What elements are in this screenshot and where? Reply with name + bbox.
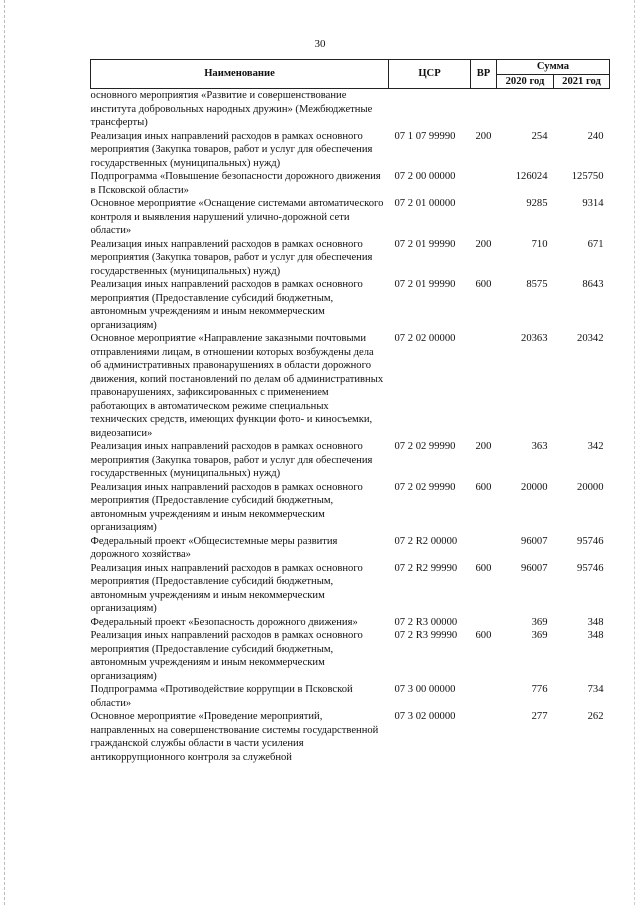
row-vr (471, 332, 497, 440)
table-row (91, 710, 610, 764)
row-sum-2020 (497, 89, 554, 130)
row-csr: 07 2 00 00000 (394, 171, 456, 182)
row-vr: 200 (475, 130, 492, 142)
header-name: Наименование (91, 60, 389, 89)
header-sum: Сумма (497, 60, 610, 75)
table-row (91, 197, 610, 238)
row-csr: 07 2 R3 00000 (394, 616, 458, 628)
row-vr (471, 170, 497, 197)
row-sum-2021: 95746 (577, 535, 604, 547)
row-name: Реализация иных направлений расходов в рамках основного мероприятия (Закупка товаров, работ и услуг для обеспечения государственных (муниципальных) нужд) (90, 441, 373, 479)
row-vr: 200 (475, 238, 492, 250)
row-name: Подпрограмма «Противодействие коррупции в Псковской области» (90, 684, 353, 709)
row-vr: 600 (475, 279, 492, 290)
row-csr: 07 2 R2 99990 (394, 562, 458, 574)
table-row (91, 332, 610, 440)
row-vr (471, 683, 497, 710)
row-sum-2020: 277 (531, 711, 548, 722)
row-name: Федеральный проект «Безопасность дорожного движения» (90, 616, 358, 628)
row-sum-2021: 95746 (577, 562, 604, 574)
row-name: Реализация иных направлений расходов в рамках основного мероприятия (Предоставление субсидий бюджетным, автономным учреждениям и иным некоммерческим организациям) (90, 481, 363, 533)
row-sum-2021: 9314 (582, 198, 604, 209)
header-vr: ВР (471, 60, 497, 89)
row-sum-2021: 348 (587, 630, 604, 641)
row-name: Подпрограмма «Повышение безопасности дорожного движения в Псковской области» (90, 171, 381, 196)
row-vr (471, 710, 497, 764)
row-name: Федеральный проект «Общесистемные меры развития дорожного хозяйства» (90, 535, 338, 560)
table-row (91, 170, 610, 197)
row-sum-2020: 96007 (521, 562, 548, 574)
row-csr: 07 2 R3 99990 (394, 630, 458, 641)
row-vr (471, 616, 497, 630)
row-name: Реализация иных направлений расходов в рамках основного мероприятия (Предоставление субсидий бюджетным, автономным учреждениям и иным некоммерческим организациям) (90, 562, 363, 614)
page-number: 30 (314, 38, 326, 50)
row-sum-2021: 342 (587, 441, 604, 452)
row-sum-2020: 8575 (526, 279, 548, 290)
table-row (91, 238, 610, 279)
table-row (91, 683, 610, 710)
table-row (91, 562, 610, 616)
row-vr: 600 (475, 630, 492, 641)
row-name: Реализация иных направлений расходов в рамках основного мероприятия (Предоставление субсидий бюджетным, автономным учреждениям и иным некоммерческим организациям) (90, 630, 363, 682)
table-row (91, 278, 610, 332)
table-row (91, 89, 610, 130)
row-sum-2021: 262 (587, 711, 604, 722)
row-vr: 600 (475, 562, 492, 574)
row-csr (389, 89, 471, 130)
row-sum-2021: 20342 (577, 333, 604, 344)
budget-table (90, 59, 610, 764)
row-sum-2021: 348 (587, 616, 604, 628)
row-csr: 07 3 02 00000 (394, 711, 456, 722)
row-sum-2021: 20000 (577, 481, 604, 493)
row-csr: 07 2 02 00000 (394, 333, 456, 344)
row-vr: 200 (475, 441, 492, 452)
row-sum-2020: 369 (531, 630, 548, 641)
row-name: Реализация иных направлений расходов в рамках основного мероприятия (Закупка товаров, работ и услуг для обеспечения государственных (муниципальных) нужд) (90, 130, 373, 169)
page-edge-right (634, 0, 636, 905)
row-csr: 07 2 01 99990 (394, 238, 456, 250)
row-name: Реализация иных направлений расходов в рамках основного мероприятия (Предоставление субсидий бюджетным, автономным учреждениям и иным некоммерческим организациям) (90, 279, 363, 331)
row-name: Основное мероприятие «Направление заказными почтовыми отправлениями лицам, в отношении которых возбуждены дела об административных правонарушениях в области дорожного движения, копий постановлений по делам об административных правонарушениях, зафиксированных с применением работающих в автоматическом режиме специальных технических средств, имеющих функции фото- и киносъемки, видеозаписи» (90, 333, 384, 439)
row-sum-2021: 734 (587, 684, 604, 695)
table-row (91, 535, 610, 562)
header-year-2020: 2020 год (497, 74, 554, 89)
row-sum-2020: 363 (531, 441, 548, 452)
row-csr: 07 1 07 99990 (394, 130, 456, 142)
row-sum-2020: 20363 (521, 333, 548, 344)
table-row (91, 629, 610, 683)
row-csr: 07 2 01 00000 (394, 198, 456, 209)
row-sum-2020: 710 (531, 238, 548, 250)
row-csr: 07 2 02 99990 (394, 481, 456, 493)
row-sum-2021 (554, 89, 610, 130)
row-name: Реализация иных направлений расходов в рамках основного мероприятия (Закупка товаров, работ и услуг для обеспечения государственных (муниципальных) нужд) (90, 238, 373, 277)
row-sum-2020: 9285 (526, 198, 548, 209)
row-vr (471, 535, 497, 562)
row-vr (471, 89, 497, 130)
table-header (91, 60, 610, 89)
header-csr: ЦСР (389, 60, 471, 89)
row-name: Основное мероприятие «Оснащение системами автоматического контроля и выявления нарушений улично-дорожной сети области» (90, 198, 384, 236)
table-body (91, 89, 610, 765)
row-sum-2020: 776 (531, 684, 548, 695)
row-sum-2020: 20000 (521, 481, 548, 493)
row-sum-2021: 671 (587, 238, 604, 250)
row-sum-2020: 96007 (521, 535, 548, 547)
row-sum-2021: 125750 (571, 171, 604, 182)
table-row (91, 130, 610, 171)
row-vr (471, 197, 497, 238)
row-sum-2021: 240 (587, 130, 604, 142)
row-sum-2020: 254 (531, 130, 548, 142)
row-csr: 07 2 01 99990 (394, 279, 456, 290)
row-sum-2020: 126024 (515, 171, 548, 182)
row-name: Основное мероприятие «Проведение мероприятий, направленных на совершенствование системы государственной гражданской службы области в части усиления антикоррупционного контроля за служебной (90, 711, 379, 763)
row-csr: 07 2 02 99990 (394, 441, 456, 452)
row-sum-2021: 8643 (582, 279, 604, 290)
table-row (91, 481, 610, 535)
row-csr: 07 3 00 00000 (394, 684, 456, 695)
row-vr: 600 (475, 481, 492, 493)
row-sum-2020: 369 (531, 616, 548, 628)
row-name: основного мероприятия «Развитие и совершенствование института добровольных народных дружин» (Межбюджетные трансферты) (90, 90, 373, 128)
page-edge-left (4, 0, 6, 905)
row-csr: 07 2 R2 00000 (394, 535, 458, 547)
header-year-2021: 2021 год (554, 74, 610, 89)
table-row (91, 616, 610, 630)
table-row (91, 440, 610, 481)
